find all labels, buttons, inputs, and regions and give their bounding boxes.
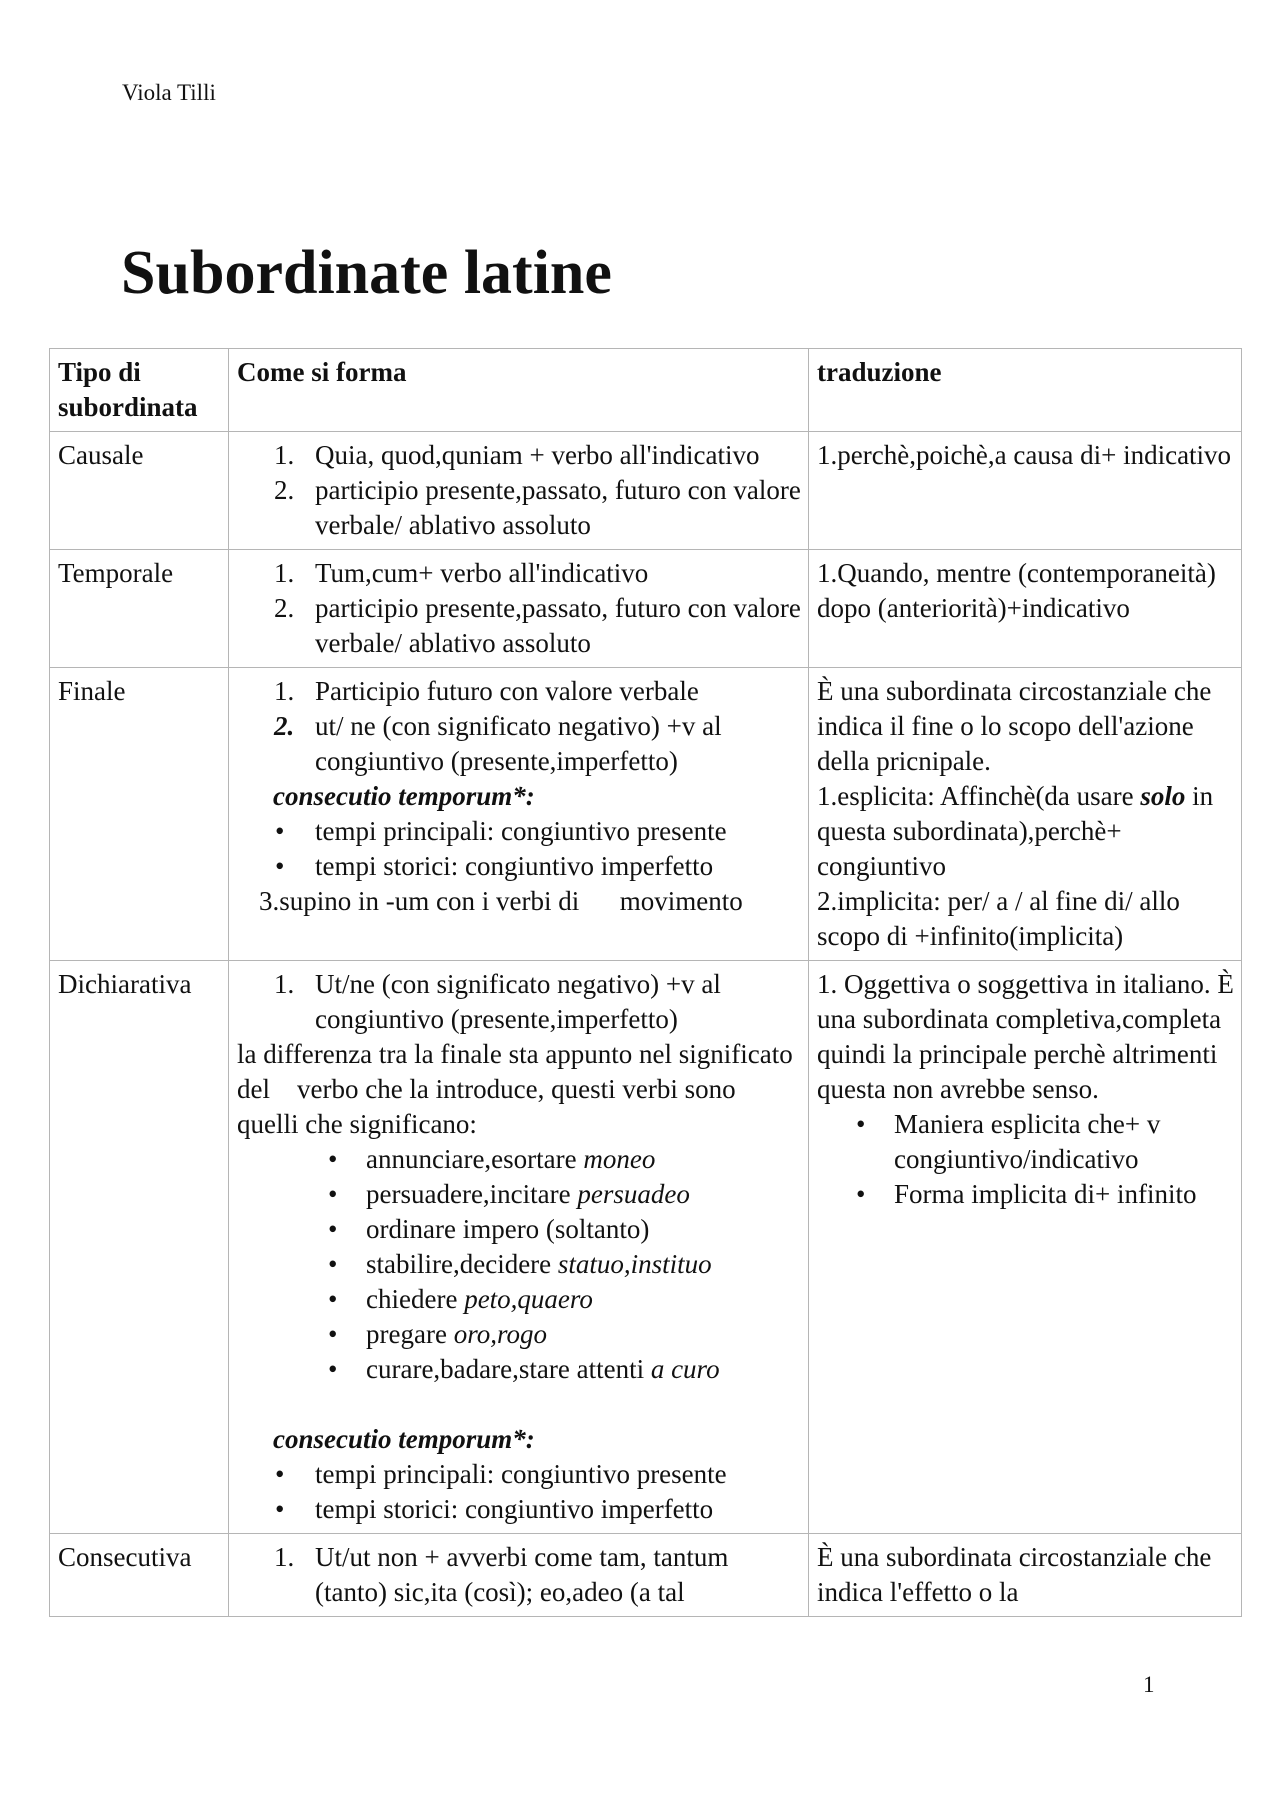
- list-item: • annunciare,esortare moneo: [237, 1142, 801, 1177]
- table-row-consecutiva: [50, 1534, 1242, 1617]
- list-item: • tempi storici: congiuntivo imperfetto: [237, 849, 801, 884]
- list-item: 1. Tum,cum+ verbo all'indicativo: [274, 558, 649, 588]
- type-cell: Dichiarativa: [50, 961, 229, 1534]
- translation-cell: [809, 668, 1242, 961]
- list-item: • Forma implicita di+ infinito: [817, 1177, 1234, 1212]
- list-item: • chiedere peto,quaero: [237, 1282, 801, 1317]
- form-cell: [229, 961, 809, 1534]
- table-row-temporale: [50, 550, 1242, 668]
- form-cell: [229, 550, 809, 668]
- table-header-row: [50, 349, 1242, 432]
- translation-list: [817, 1107, 1234, 1212]
- translation-cell: [809, 961, 1242, 1534]
- list-item: 1. Quia, quod,quniam + verbo all'indicativo: [274, 440, 760, 470]
- translation-cell: È una subordinata circostanziale che indica l'effetto o la: [809, 1534, 1242, 1617]
- table-row-dichiarativa: [50, 961, 1242, 1534]
- consecutio-list: [237, 814, 801, 884]
- list-item: 2. ut/ ne (con significato negativo) +v al congiuntivo (presente,imperfetto): [274, 711, 722, 776]
- list-item: • Maniera esplicita che+ v congiuntivo/indicativo: [817, 1107, 1234, 1177]
- form-list: [237, 556, 801, 661]
- header-type: Tipo di subordinata: [50, 349, 229, 432]
- translation-explicit: 1.esplicita: Affinchè(da usare solo in questa subordinata),perchè+ congiuntivo: [817, 781, 1214, 881]
- translation-implicit: 2.implicita: per/ a / al fine di/ allo scopo di +infinito(implicita): [817, 886, 1180, 951]
- type-cell: Consecutiva: [50, 1534, 229, 1617]
- list-item: • stabilire,decidere statuo,instituo: [237, 1247, 801, 1282]
- page-title: Subordinate latine: [121, 239, 612, 307]
- explanation-text: la differenza tra la finale sta appunto nel significato del verbo che la introduce, questi verbi sono quelli che significano:: [237, 1039, 800, 1139]
- list-item: 1. Ut/ne (con significato negativo) +v al congiuntivo (presente,imperfetto): [274, 969, 721, 1034]
- supino-line: 3.supino in -um con i verbi di movimento: [259, 886, 743, 916]
- list-item: • pregare oro,rogo: [237, 1317, 801, 1352]
- header-translation: traduzione: [809, 349, 1242, 432]
- list-item: 2. participio presente,passato, futuro con valore verbale/ ablativo assoluto: [274, 593, 801, 658]
- list-item: • persuadere,incitare persuadeo: [237, 1177, 801, 1212]
- list-item: 1. Ut/ut non + avverbi come tam, tantum (tanto) sic,ita (così); eo,adeo (a tal: [274, 1542, 729, 1607]
- subordinate-table: [49, 348, 1242, 1617]
- translation-intro: È una subordinata circostanziale che indica il fine o lo scopo dell'azione della pricnipale.: [817, 676, 1212, 776]
- type-cell: Finale: [50, 668, 229, 961]
- list-item: 1. Participio futuro con valore verbale: [274, 676, 699, 706]
- page-number: 1: [1143, 1672, 1155, 1697]
- form-list: [237, 967, 801, 1037]
- translation-intro: 1. Oggettiva o soggettiva in italiano. È una subordinata completiva,completa quindi la principale perchè altrimenti questa non avrebbe senso.: [817, 969, 1234, 1104]
- spacer: [237, 1387, 801, 1422]
- list-item: 2. participio presente,passato, futuro con valore verbale/ ablativo assoluto: [274, 475, 801, 540]
- type-cell: Causale: [50, 432, 229, 550]
- list-item: • curare,badare,stare attenti a curo: [237, 1352, 801, 1387]
- type-cell: Temporale: [50, 550, 229, 668]
- form-list: [237, 674, 801, 779]
- form-list: [237, 438, 801, 543]
- form-cell: [229, 668, 809, 961]
- translation-cell: 1.perchè,poichè,a causa di+ indicativo: [809, 432, 1242, 550]
- list-item: • ordinare impero (soltanto): [237, 1212, 801, 1247]
- table-row-finale: [50, 668, 1242, 961]
- header-form: Come si forma: [229, 349, 809, 432]
- form-cell: [229, 1534, 809, 1617]
- verb-list: [237, 1142, 801, 1387]
- list-item: • tempi principali: congiuntivo presente: [237, 814, 801, 849]
- header-author: Viola Tilli: [122, 80, 216, 105]
- translation-cell: 1.Quando, mentre (contemporaneità) dopo (anteriorità)+indicativo: [809, 550, 1242, 668]
- table-row-causale: [50, 432, 1242, 550]
- form-cell: [229, 432, 809, 550]
- form-list: [237, 1540, 801, 1610]
- consecutio-label: consecutio temporum*:: [273, 1424, 535, 1454]
- consecutio-label: consecutio temporum*:: [273, 781, 535, 811]
- consecutio-list: [237, 1457, 801, 1527]
- list-item: • tempi storici: congiuntivo imperfetto: [237, 1492, 801, 1527]
- list-item: • tempi principali: congiuntivo presente: [237, 1457, 801, 1492]
